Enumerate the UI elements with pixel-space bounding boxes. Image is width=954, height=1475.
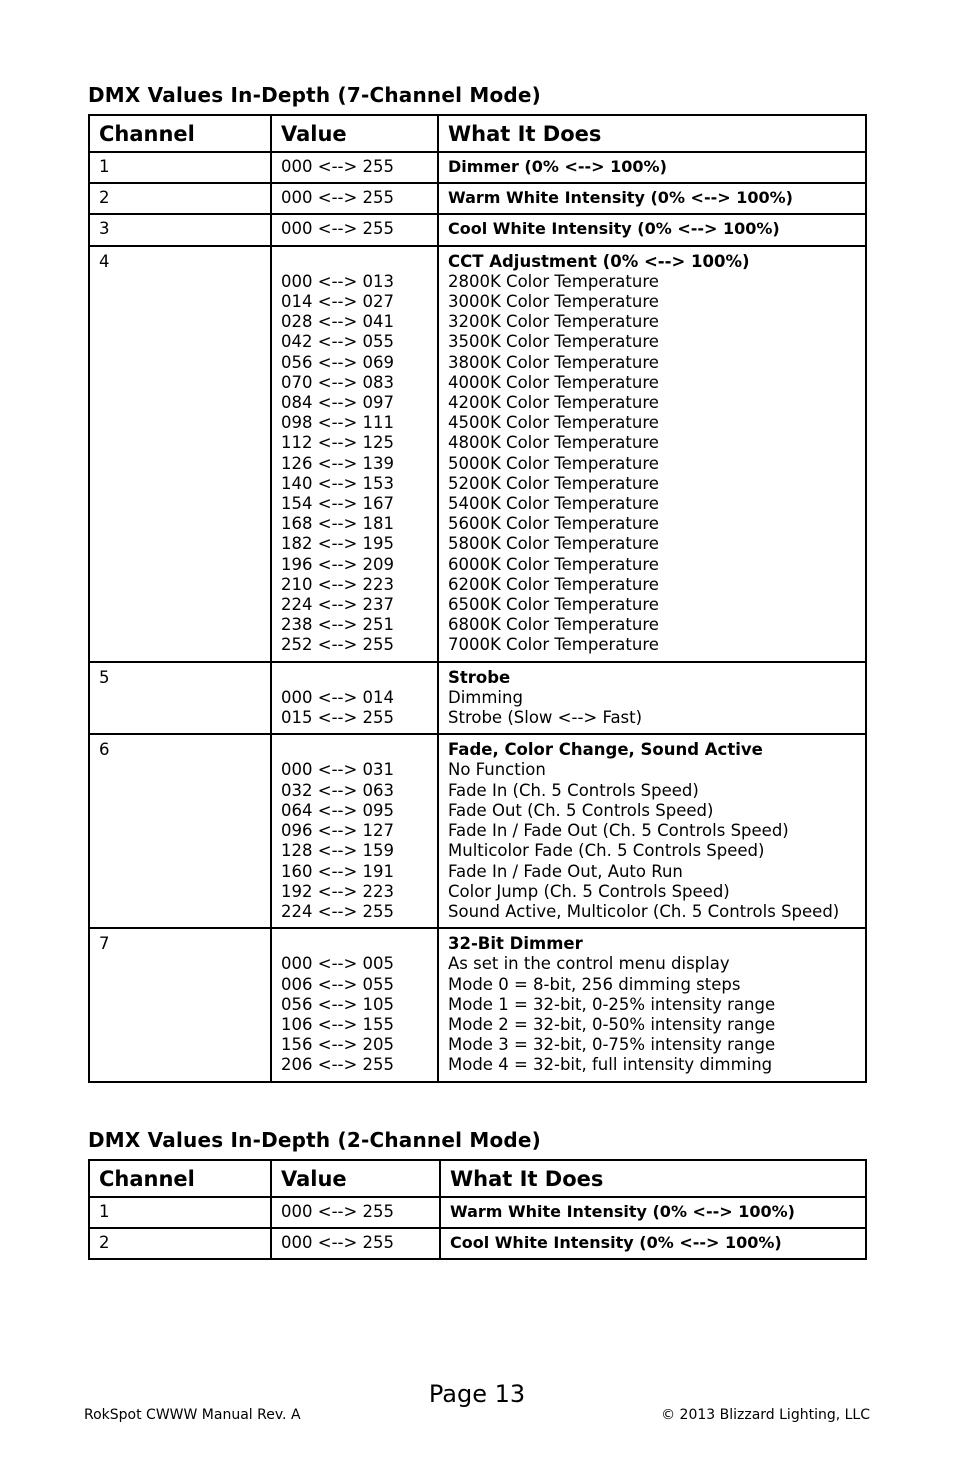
description-line: As set in the control menu display [448, 954, 730, 974]
value-range: 015 <--> 255 [281, 708, 395, 728]
value-spacer [281, 740, 428, 760]
description-line: 5400K Color Temperature [448, 494, 659, 514]
description-line: 5000K Color Temperature [448, 453, 659, 473]
value-range: 096 <--> 127 [281, 821, 395, 841]
description-heading: CCT Adjustment (0% <--> 100%) [448, 251, 750, 271]
description-line: Mode 2 = 32-bit, 0-50% intensity range [448, 1014, 776, 1034]
table-row [89, 928, 866, 1081]
page-number: Page 13 [428, 1380, 526, 1408]
description-line: 7000K Color Temperature [448, 635, 659, 655]
value-cell [271, 246, 438, 662]
table-row [89, 734, 866, 928]
description-cell [438, 183, 866, 214]
value-range: 056 <--> 105 [281, 994, 395, 1014]
description-line: Fade Out (Ch. 5 Controls Speed) [448, 800, 714, 820]
description-text: Cool White Intensity (0% <--> 100%) [448, 219, 780, 239]
description-line: Sound Active, Multicolor (Ch. 5 Controls Speed) [448, 901, 840, 921]
value-range: 196 <--> 209 [281, 554, 395, 574]
value-spacer [281, 668, 428, 688]
description-line: 6500K Color Temperature [448, 595, 659, 615]
description-cell [438, 246, 866, 662]
description-cell [438, 214, 866, 245]
description-line: 3800K Color Temperature [448, 352, 659, 372]
channel-cell: 7 [89, 928, 271, 1081]
value-range: 000 <--> 014 [281, 687, 395, 707]
description-line: Multicolor Fade (Ch. 5 Controls Speed) [448, 841, 765, 861]
description-heading: Strobe [448, 667, 511, 687]
table-header-row [89, 115, 866, 152]
channel-cell: 5 [89, 662, 271, 735]
description-line: Dimming [448, 687, 523, 707]
description-line: 4800K Color Temperature [448, 433, 659, 453]
table-row [89, 152, 866, 183]
description-line: Mode 3 = 32-bit, 0-75% intensity range [448, 1035, 776, 1055]
value-range: 032 <--> 063 [281, 780, 395, 800]
header-what-it-does: What It Does [440, 1160, 866, 1197]
table-row [89, 214, 866, 245]
value-range: 042 <--> 055 [281, 332, 395, 352]
value-range: 238 <--> 251 [281, 615, 395, 635]
channel-cell: 4 [89, 246, 271, 662]
description-line: 5600K Color Temperature [448, 514, 659, 534]
value-range: 154 <--> 167 [281, 494, 395, 514]
description-line: Color Jump (Ch. 5 Controls Speed) [448, 881, 730, 901]
dmx-table-7ch [88, 114, 867, 1083]
header-value: Value [271, 1160, 440, 1197]
value-range: 252 <--> 255 [281, 635, 395, 655]
value-range: 160 <--> 191 [281, 861, 395, 881]
description-line: 5800K Color Temperature [448, 534, 659, 554]
description-line: 2800K Color Temperature [448, 271, 659, 291]
value-range: 156 <--> 205 [281, 1035, 395, 1055]
description-line: 3500K Color Temperature [448, 332, 659, 352]
header-channel: Channel [89, 115, 271, 152]
value-range: 168 <--> 181 [281, 514, 395, 534]
value-range: 106 <--> 155 [281, 1014, 395, 1034]
description-line: 5200K Color Temperature [448, 473, 659, 493]
description-line: 6200K Color Temperature [448, 574, 659, 594]
description-line: Mode 4 = 32-bit, full intensity dimming [448, 1055, 773, 1075]
dmx-table-2ch [88, 1159, 867, 1260]
value-cell: 000 <--> 255 [271, 183, 438, 214]
header-value: Value [271, 115, 438, 152]
value-range: 084 <--> 097 [281, 393, 395, 413]
value-cell [271, 928, 438, 1081]
description-line: Fade In / Fade Out, Auto Run [448, 861, 683, 881]
value-range: 006 <--> 055 [281, 974, 395, 994]
value-range: 206 <--> 255 [281, 1055, 395, 1075]
value-range: 000 <--> 013 [281, 271, 395, 291]
description-line: Mode 0 = 8-bit, 256 dimming steps [448, 974, 741, 994]
value-range: 056 <--> 069 [281, 352, 395, 372]
description-line: Mode 1 = 32-bit, 0-25% intensity range [448, 994, 776, 1014]
channel-cell: 1 [89, 152, 271, 183]
value-cell: 000 <--> 255 [271, 152, 438, 183]
value-range: 182 <--> 195 [281, 534, 395, 554]
description-heading: Fade, Color Change, Sound Active [448, 740, 763, 760]
description-line: 4500K Color Temperature [448, 413, 659, 433]
description-text: Dimmer (0% <--> 100%) [448, 157, 667, 176]
description-cell [438, 928, 866, 1081]
description-heading: 32-Bit Dimmer [448, 934, 583, 954]
value-range: 014 <--> 027 [281, 292, 395, 312]
description-text: Warm White Intensity (0% <--> 100%) [448, 188, 793, 208]
value-range: 112 <--> 125 [281, 433, 395, 453]
description-line: 6800K Color Temperature [448, 615, 659, 635]
value-range: 192 <--> 223 [281, 881, 395, 901]
value-range: 064 <--> 095 [281, 800, 395, 820]
table-row [89, 1197, 866, 1228]
value-range: 224 <--> 237 [281, 595, 395, 615]
channel-cell: 3 [89, 214, 271, 245]
value-cell: 000 <--> 255 [271, 1197, 440, 1228]
table-row [89, 246, 866, 662]
value-range: 098 <--> 111 [281, 413, 395, 433]
value-range: 000 <--> 031 [281, 760, 395, 780]
description-cell [438, 734, 866, 928]
description-line: Fade In / Fade Out (Ch. 5 Controls Speed) [448, 821, 789, 841]
value-range: 028 <--> 041 [281, 312, 395, 332]
description-cell [440, 1197, 866, 1228]
value-cell: 000 <--> 255 [271, 214, 438, 245]
value-range: 000 <--> 005 [281, 954, 395, 974]
table-row [89, 662, 866, 735]
value-spacer [281, 252, 428, 272]
value-range: 128 <--> 159 [281, 841, 395, 861]
description-cell [440, 1228, 866, 1259]
description-line: 4000K Color Temperature [448, 372, 659, 392]
value-cell [271, 734, 438, 928]
table-row [89, 183, 866, 214]
channel-cell: 2 [89, 1228, 271, 1259]
header-channel: Channel [89, 1160, 271, 1197]
description-cell [438, 152, 866, 183]
value-range: 070 <--> 083 [281, 372, 395, 392]
channel-cell: 2 [89, 183, 271, 214]
value-spacer [281, 934, 428, 954]
description-line: 6000K Color Temperature [448, 554, 659, 574]
value-range: 210 <--> 223 [281, 574, 395, 594]
description-text: Warm White Intensity (0% <--> 100%) [450, 1202, 795, 1221]
description-line: 3200K Color Temperature [448, 312, 659, 332]
section-title-7ch: DMX Values In-Depth (7-Channel Mode) [88, 83, 542, 107]
description-cell [438, 662, 866, 735]
value-cell [271, 662, 438, 735]
header-what-it-does: What It Does [438, 115, 866, 152]
value-cell: 000 <--> 255 [271, 1228, 440, 1259]
description-text: Cool White Intensity (0% <--> 100%) [450, 1233, 782, 1253]
value-range: 224 <--> 255 [281, 901, 395, 921]
channel-cell: 1 [89, 1197, 271, 1228]
footer-copyright: © 2013 Blizzard Lighting, LLC [661, 1407, 870, 1423]
table-row [89, 1228, 866, 1259]
section-title-2ch: DMX Values In-Depth (2-Channel Mode) [88, 1128, 542, 1152]
description-line: Fade In (Ch. 5 Controls Speed) [448, 780, 699, 800]
description-line: 4200K Color Temperature [448, 393, 659, 413]
description-line: 3000K Color Temperature [448, 292, 659, 312]
table-header-row [89, 1160, 866, 1197]
description-line: No Function [448, 760, 546, 780]
value-range: 126 <--> 139 [281, 453, 395, 473]
footer-manual-title: RokSpot CWWW Manual Rev. A [84, 1407, 301, 1423]
channel-cell: 6 [89, 734, 271, 928]
description-line: Strobe (Slow <--> Fast) [448, 708, 643, 728]
value-range: 140 <--> 153 [281, 473, 395, 493]
